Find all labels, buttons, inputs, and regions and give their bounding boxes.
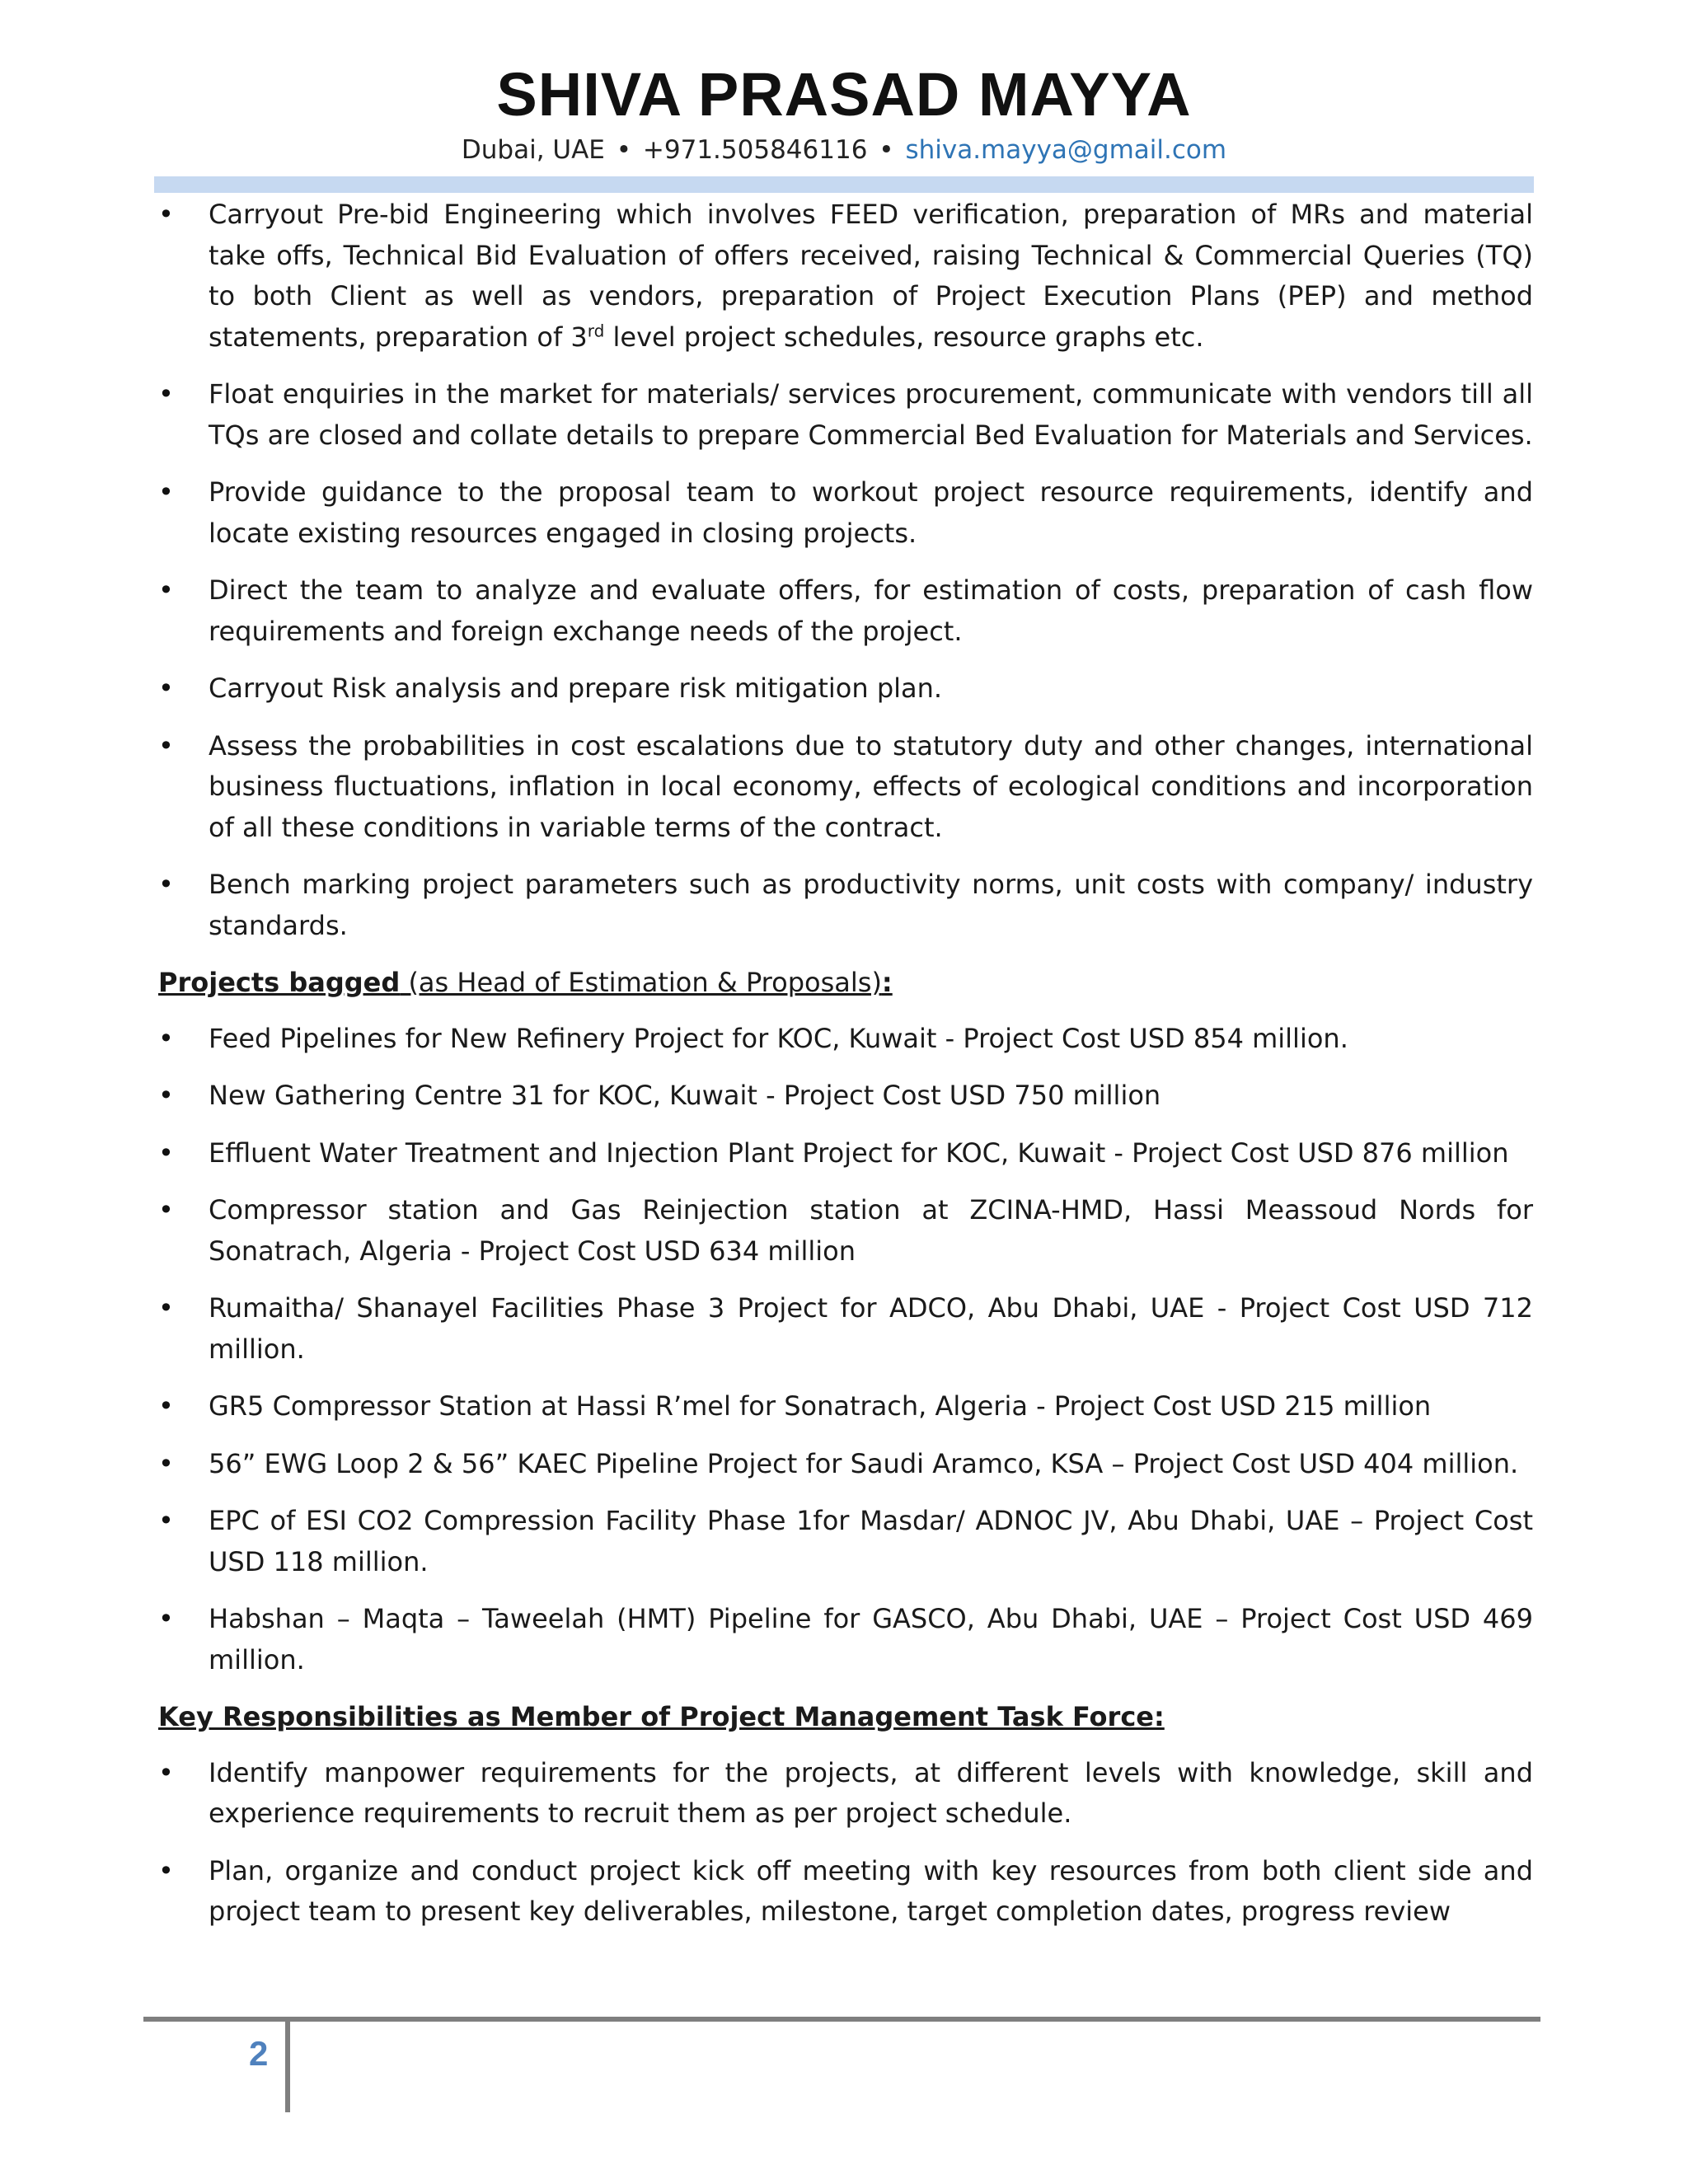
email-link[interactable]: shiva.mayya@gmail.com <box>905 135 1227 165</box>
projects-section-title: Projects bagged (as Head of Estimation & Proposals): <box>158 967 893 998</box>
list-item: • Provide guidance to the proposal team to workout project resource requirements, identify and locate existing resources engaged in closing projects. <box>158 472 1533 554</box>
separator-dot-2: • <box>879 135 894 165</box>
contact-line <box>0 135 1688 166</box>
list-item: • 56” EWG Loop 2 & 56” KAEC Pipeline Project for Saudi Aramco, KSA – Project Cost USD 404 million. <box>158 1444 1533 1485</box>
list-item: • Float enquiries in the market for materials/ services procurement, communicate with vendors till all TQs are closed and collate details to prepare Commercial Bed Evaluation for Materials and Services. <box>158 374 1533 456</box>
responsibilities-bullet-list <box>158 1753 1533 1933</box>
location: Dubai, UAE <box>461 135 605 165</box>
separator-dot-1: • <box>616 135 632 165</box>
list-item: • New Gathering Centre 31 for KOC, Kuwait - Project Cost USD 750 million <box>158 1076 1533 1117</box>
list-item: • Identify manpower requirements for the projects, at different levels with knowledge, skill and experience requirements to recruit them as per project schedule. <box>158 1753 1533 1835</box>
list-item: • GR5 Compressor Station at Hassi R’mel for Sonatrach, Algeria - Project Cost USD 215 million <box>158 1386 1533 1427</box>
list-item: • Feed Pipelines for New Refinery Project for KOC, Kuwait - Project Cost USD 854 million. <box>158 1019 1533 1060</box>
list-item: • Effluent Water Treatment and Injection Plant Project for KOC, Kuwait - Project Cost USD 876 million <box>158 1133 1533 1174</box>
footer-divider <box>143 2017 1540 2022</box>
list-item: • Habshan – Maqta – Taweelah (HMT) Pipeline for GASCO, Abu Dhabi, UAE – Project Cost USD 469 million. <box>158 1599 1533 1680</box>
list-item: • Direct the team to analyze and evaluate offers, for estimation of costs, preparation of cash flow requirements and foreign exchange needs of the project. <box>158 570 1533 652</box>
list-item: • Assess the probabilities in cost escalations due to statutory duty and other changes, international business fluctuations, inflation in local economy, effects of ecological conditions and incorporation of all these conditions in variable terms of the contract. <box>158 726 1533 849</box>
header-divider-bar <box>154 176 1534 193</box>
projects-bullet-list <box>158 1019 1533 1681</box>
page-content <box>158 194 1533 1933</box>
list-item: • Compressor station and Gas Reinjection station at ZCINA-HMD, Hassi Meassoud Nords for Sonatrach, Algeria - Project Cost USD 634 million <box>158 1190 1533 1272</box>
list-item: • EPC of ESI CO2 Compression Facility Phase 1for Masdar/ ADNOC JV, Abu Dhabi, UAE – Project Cost USD 118 million. <box>158 1501 1533 1582</box>
page-number: 2 <box>249 2034 269 2073</box>
list-item: • Carryout Risk analysis and prepare risk mitigation plan. <box>158 668 1533 710</box>
list-item: • Bench marking project parameters such as productivity norms, unit costs with company/ industry standards. <box>158 865 1533 946</box>
list-item: • Rumaitha/ Shanayel Facilities Phase 3 Project for ADCO, Abu Dhabi, UAE - Project Cost USD 712 million. <box>158 1288 1533 1370</box>
phone: +971.505846116 <box>642 135 868 165</box>
candidate-name: SHIVA PRASAD MAYYA <box>496 60 1192 129</box>
responsibilities-section-title: Key Responsibilities as Member of Project Management Task Force: <box>158 1701 1165 1732</box>
resume-header <box>0 60 1688 166</box>
footer-vertical-rule <box>285 2022 290 2112</box>
list-item: • Plan, organize and conduct project kick off meeting with key resources from both client side and project team to present key deliverables, milestone, target completion dates, progress review <box>158 1851 1533 1933</box>
list-item: • Carryout Pre-bid Engineering which involves FEED verification, preparation of MRs and material take offs, Technical Bid Evaluation of offers received, raising Technical & Commercial Queries (TQ) to both Client as well as vendors, preparation of Project Execution Plans (PEP) and method statements, preparation of 3rd level project schedules, resource graphs etc. <box>158 194 1533 358</box>
intro-bullet-list <box>158 194 1533 946</box>
